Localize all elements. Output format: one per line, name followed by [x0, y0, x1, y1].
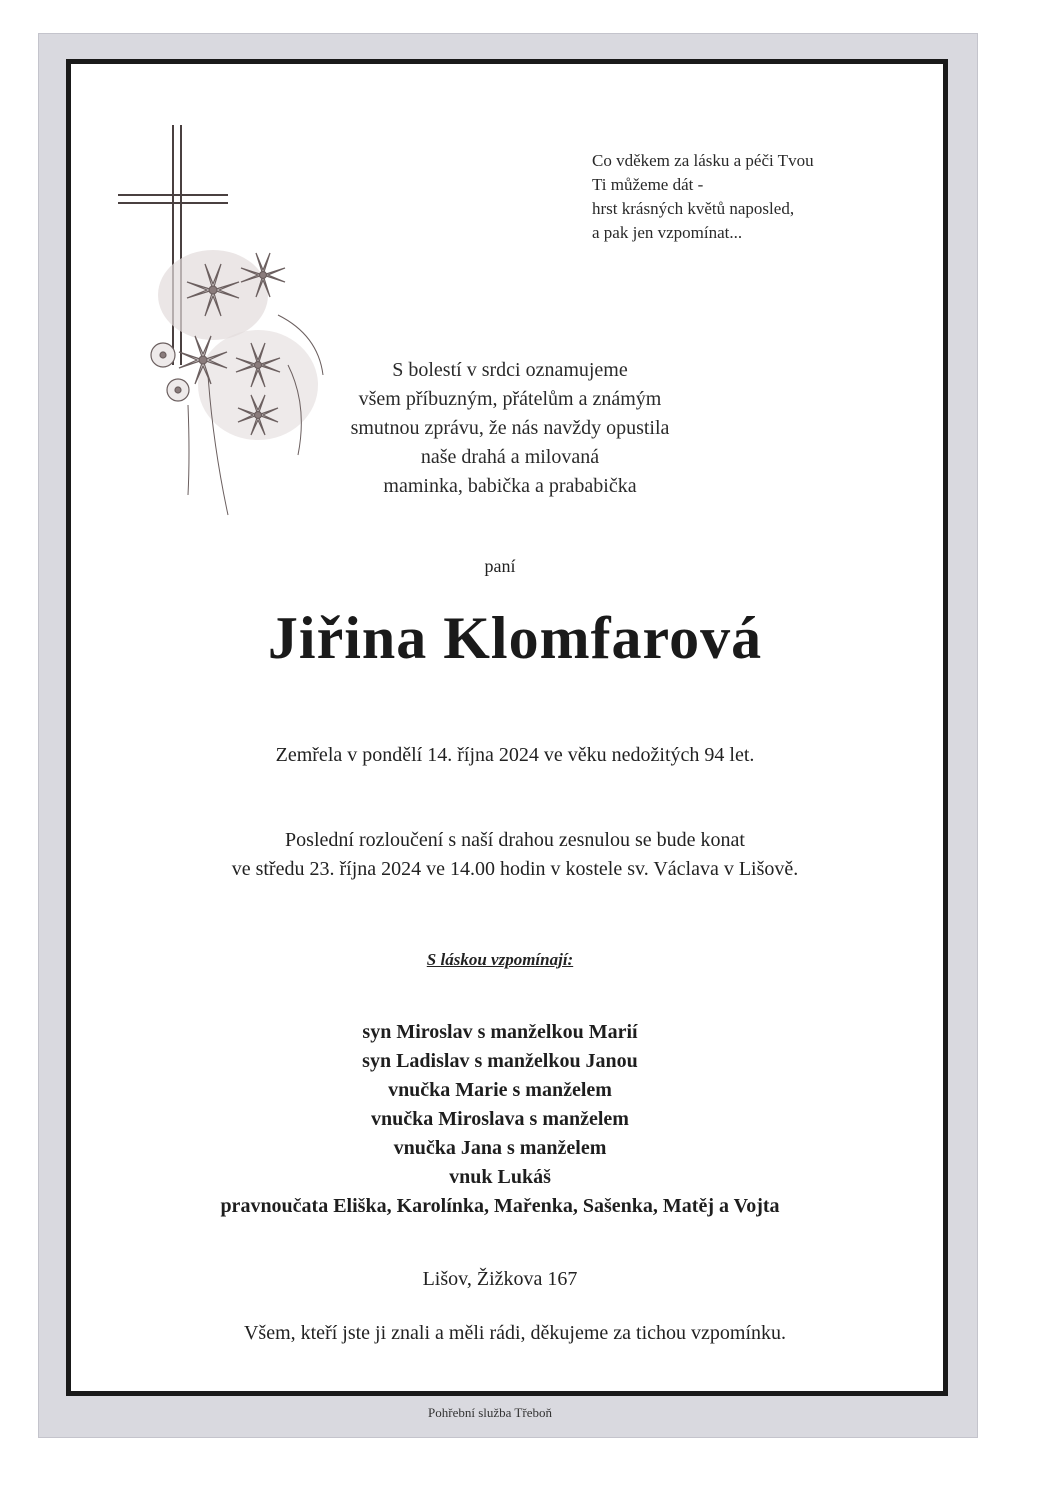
mourner-line: vnučka Jana s manželem — [393, 1137, 607, 1159]
mourners-list — [100, 1018, 900, 1221]
funeral-info — [100, 826, 930, 884]
poem-line: a pak jen vzpomínat... — [592, 223, 743, 242]
mourner-line: vnuk Lukáš — [449, 1166, 551, 1188]
mourner-line: syn Ladislav s manželkou Janou — [362, 1050, 638, 1072]
poem-line: Ti můžeme dát - — [592, 175, 704, 194]
funeral-service-footer: Pohřební služba Třeboň — [428, 1405, 552, 1420]
mourner-line: vnučka Miroslava s manželem — [371, 1108, 629, 1130]
honorific: paní — [484, 556, 516, 576]
deceased-name: Jiřina Klomfarová — [267, 605, 763, 671]
mourner-line: pravnoučata Eliška, Karolínka, Mařenka, Sašenka, Matěj a Vojta — [220, 1195, 780, 1217]
intro-announcement — [300, 356, 720, 501]
intro-line: všem příbuzným, přátelům a známým — [358, 388, 662, 410]
thanks-note: Všem, kteří jste ji znali a měli rádi, děkujeme za tichou vzpomínku. — [243, 1322, 787, 1344]
funeral-line: Poslední rozloučení s naší drahou zesnulou se bude konat — [285, 829, 745, 851]
intro-line: maminka, babička a prababička — [383, 475, 637, 497]
mourners-heading: S láskou vzpomínají: — [426, 950, 574, 969]
mourner-line: syn Miroslav s manželkou Marií — [362, 1021, 638, 1043]
poem — [592, 149, 814, 245]
address: Lišov, Žižkova 167 — [422, 1268, 578, 1290]
funeral-line: ve středu 23. října 2024 ve 14.00 hodin v kostele sv. Václava v Lišově. — [231, 858, 799, 880]
poem-line: hrst krásných květů naposled, — [592, 199, 795, 218]
intro-line: smutnou zprávu, že nás navždy opustila — [350, 417, 670, 439]
intro-line: S bolestí v srdci oznamujeme — [392, 359, 628, 381]
mourner-line: vnučka Marie s manželem — [388, 1079, 612, 1101]
death-notice: Zemřela v pondělí 14. října 2024 ve věku nedožitých 94 let. — [275, 744, 755, 766]
intro-line: naše drahá a milovaná — [420, 446, 600, 468]
poem-line: Co vděkem za lásku a péči Tvou — [592, 151, 814, 170]
